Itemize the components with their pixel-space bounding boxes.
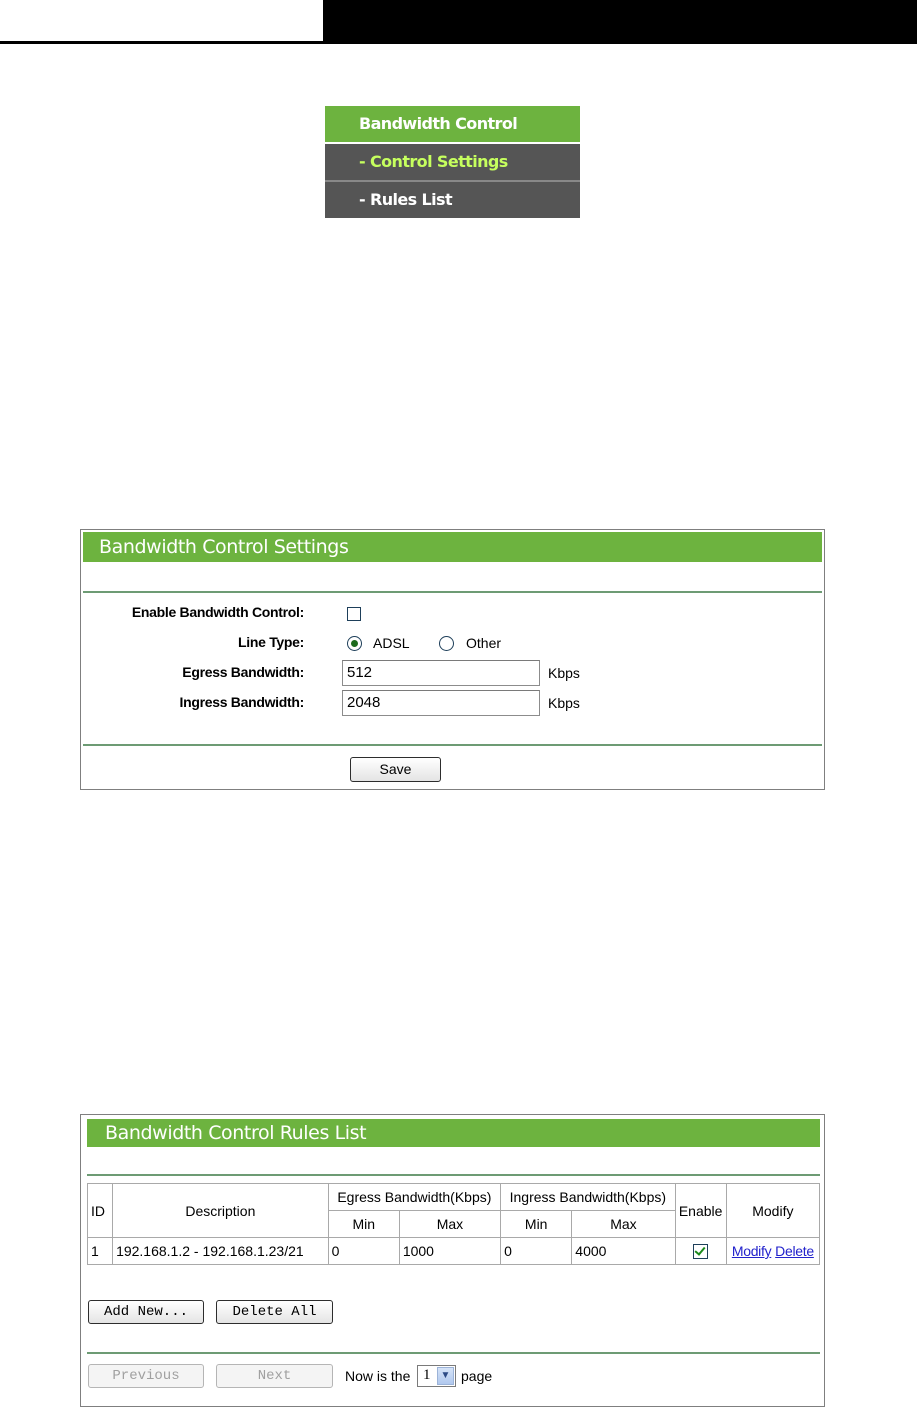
row-enable-cell: [675, 1238, 726, 1265]
header-description: Description: [113, 1184, 329, 1238]
line-type-label: Line Type:: [238, 634, 304, 650]
divider: [83, 744, 822, 746]
rules-title: Bandwidth Control Rules List: [87, 1119, 820, 1147]
page-suffix: page: [461, 1368, 493, 1384]
row-modify-cell: [726, 1238, 819, 1265]
ingress-unit: Kbps: [548, 695, 580, 711]
divider: [87, 1352, 820, 1354]
modify-link[interactable]: Modify: [731, 1243, 772, 1259]
menu-rules-list[interactable]: - Rules List: [325, 180, 580, 218]
rules-table: [87, 1183, 820, 1265]
side-menu: [325, 106, 580, 218]
header-rule: [0, 41, 917, 44]
adsl-label: ADSL: [373, 635, 410, 651]
divider: [87, 1174, 820, 1176]
other-radio[interactable]: [439, 636, 454, 651]
rules-panel: [80, 1114, 825, 1407]
row-description: 192.168.1.2 - 192.168.1.23/21: [113, 1238, 329, 1265]
table-header-row: [88, 1184, 820, 1211]
row-egress-min: 0: [328, 1238, 399, 1265]
header-egress-max: Max: [399, 1211, 500, 1238]
egress-unit: Kbps: [548, 665, 580, 681]
row-egress-max: 1000: [399, 1238, 500, 1265]
header-ingress-min: Min: [501, 1211, 572, 1238]
page-prefix: Now is the: [345, 1368, 411, 1384]
row-ingress-max: 4000: [572, 1238, 675, 1265]
row-ingress-min: 0: [501, 1238, 572, 1265]
row-id: 1: [88, 1238, 113, 1265]
ingress-input[interactable]: 2048: [342, 690, 540, 716]
enable-checkbox[interactable]: [347, 607, 361, 621]
header-egress: Egress Bandwidth(Kbps): [328, 1184, 500, 1211]
adsl-radio[interactable]: [347, 636, 362, 651]
header-ingress-max: Max: [572, 1211, 675, 1238]
page-select-value: 1: [423, 1367, 431, 1383]
save-button[interactable]: Save: [350, 757, 441, 782]
header-ingress: Ingress Bandwidth(Kbps): [501, 1184, 675, 1211]
header-id: ID: [88, 1184, 113, 1238]
menu-bandwidth-control[interactable]: Bandwidth Control: [325, 106, 580, 142]
delete-all-button[interactable]: Delete All: [216, 1300, 333, 1324]
table-row: [88, 1238, 820, 1265]
other-label: Other: [466, 635, 502, 651]
ingress-label: Ingress Bandwidth:: [179, 694, 304, 710]
settings-title: Bandwidth Control Settings: [83, 532, 822, 562]
previous-button[interactable]: Previous: [88, 1364, 204, 1388]
menu-control-settings[interactable]: - Control Settings: [325, 144, 580, 180]
settings-panel: [80, 529, 825, 790]
add-new-button[interactable]: Add New...: [88, 1300, 204, 1324]
delete-link[interactable]: Delete: [775, 1243, 814, 1259]
egress-label: Egress Bandwidth:: [182, 664, 304, 680]
header-enable: Enable: [675, 1184, 726, 1238]
next-button[interactable]: Next: [216, 1364, 333, 1388]
header-bar: [323, 0, 917, 42]
chevron-down-icon: ▼: [437, 1367, 454, 1385]
row-enable-checkbox[interactable]: [693, 1244, 708, 1259]
divider: [83, 591, 822, 593]
header-modify: Modify: [726, 1184, 819, 1238]
header-egress-min: Min: [328, 1211, 399, 1238]
egress-input[interactable]: 512: [342, 660, 540, 686]
page-select[interactable]: [417, 1365, 456, 1387]
enable-label: Enable Bandwidth Control:: [131, 604, 304, 620]
